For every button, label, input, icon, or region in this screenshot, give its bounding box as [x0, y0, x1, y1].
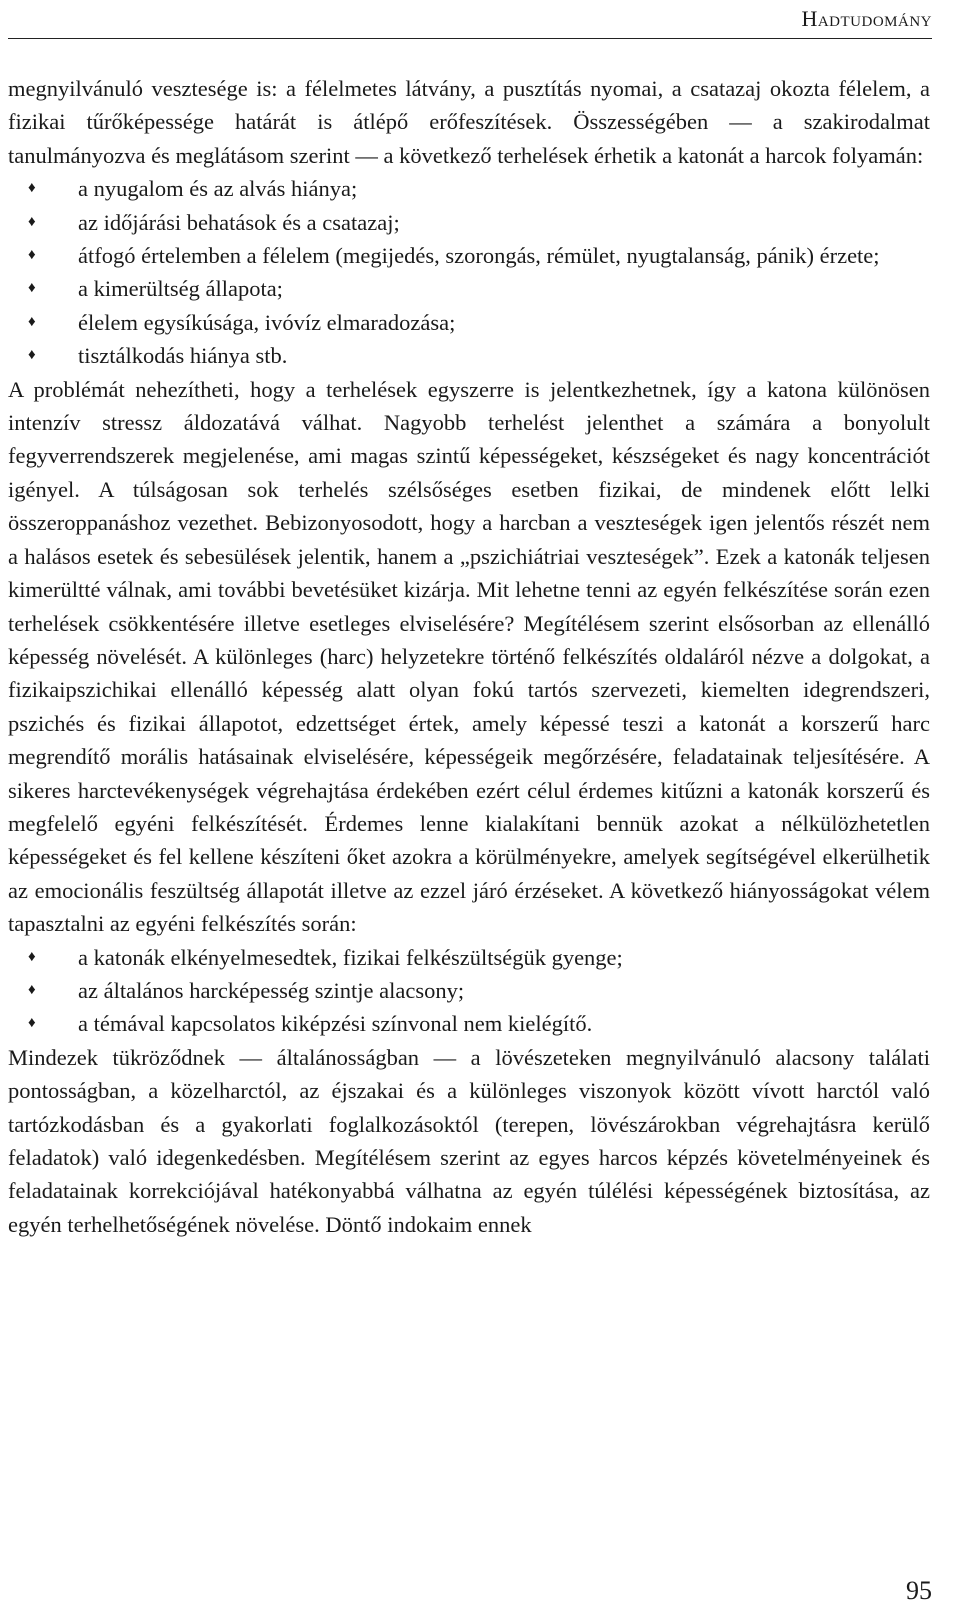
- list-item: [8, 974, 930, 1007]
- diamond-bullet-icon: ♦: [28, 180, 36, 197]
- diamond-bullet-icon: ♦: [28, 347, 36, 364]
- list-item: [8, 941, 930, 974]
- diamond-bullet-icon: ♦: [28, 280, 36, 297]
- list-item: [8, 172, 930, 205]
- list-item-text: a témával kapcsolatos kiképzési színvonal nem kielégítő.: [78, 1011, 593, 1037]
- running-header-title: Hadtudomány: [801, 6, 932, 31]
- diamond-bullet-icon: ♦: [28, 313, 36, 330]
- diamond-bullet-icon: ♦: [28, 948, 36, 965]
- page-number: 95: [906, 1576, 932, 1605]
- document-body: [8, 72, 930, 1241]
- intro-paragraph: megnyilvánuló vesztesége is: a félelmetes látvány, a pusztítás nyomai, a csatazaj okozta félelem, a fizikai tűrőképessége határát is átlépő erőfeszítések. Összességében — a szakirodalmat tanulmányozva és meglátásom szerint — a következő terhelések érhetik a katonát a harcok folyamán:: [8, 76, 930, 168]
- diamond-bullet-icon: ♦: [28, 213, 36, 230]
- diamond-bullet-icon: ♦: [28, 1015, 36, 1032]
- closing-paragraph: Mindezek tükröződnek — általánosságban — a lövészeteken megnyilvánuló alacsony találati pontosságban, a közelharctól, az éjszakai és a különleges viszonyok között vívott harctól való tartózkodásban és a gyakorlati foglalkozásoktól (terepen, lövészárokban végrehajtásra kerülő feladatok) való idegenkedésben. Megítélésem szerint az egyes harcos képzés követelményeinek és feladatainak korrekciójával hatékonyabbá válhatna az egyén túlélési képességének biztosítása, az egyén terhelhetőségének növelése. Döntő indokaim ennek: [8, 1044, 930, 1237]
- list-item: [8, 1007, 930, 1040]
- list-item: [8, 272, 930, 305]
- list-item: [8, 306, 930, 339]
- list-item: [8, 239, 930, 272]
- list-item: [8, 206, 930, 239]
- header-divider: [8, 38, 932, 39]
- diamond-bullet-icon: ♦: [28, 981, 36, 998]
- list-item-text: a nyugalom és az alvás hiánya;: [78, 176, 358, 202]
- list-item-text: a kimerültség állapota;: [78, 276, 283, 302]
- main-paragraph: A problémát nehezítheti, hogy a terhelések egyszerre is jelentkezhetnek, így a katona különösen intenzív stressz áldozatává válhat. Nagyobb terhelést jelenthet a számára a bonyolult fegyverrendszerek megjelenése, ami magas szintű képességeket, készségeket és nagy koncentrációt igényel. A túlságosan sok terhelés szélsőséges esetben fizikai, de mindenek előtt lelki összeroppanáshoz vezethet. Bebizonyosodott, hogy a harcban a veszteségek igen jelentős részét nem a halásos esetek és sebesülések jelentik, hanem a „pszichiátriai veszteségek”. Ezek a katonák teljesen kimerültté válnak, ami további bevetésüket kizárja. Mit lehetne tenni az egyén felkészítése során ezen terhelések csökkentésére illetve esetleges elviselésére? Megítélésem szerint elsősorban az ellenálló képesség növelését. A különleges (harc) helyzetekre történő felkészítés oldaláról nézve a dolgokat, a fizikaipszichikai ellenálló képesség alatt olyan fokú tartós szervezeti, kiemelten idegrendszeri, pszichés és fizikai állapotot, edzettséget értek, amely képessé teszi a katonát a korszerű harc megrendítő morális hatásainak elviselésére, képességeik megőrzésére, feladatainak teljesítésére. A sikeres harctevékenységek végrehajtása érdekében ezért célul érdemes kitűzni a katonák korszerű és megfelelő egyéni felkészítését. Érdemes lenne kialakítani bennük azokat a nélkülözhetetlen képességeket és fel kellene készíteni őket azokra a körülményekre, amelyek segítségével elkerülhetik az emocionális feszültség állapotát illetve az ezzel járó érzéseket. A következő hiányosságokat vélem tapasztalni az egyéni felkészítés során:: [8, 376, 930, 937]
- list-item-text: tisztálkodás hiánya stb.: [78, 343, 288, 369]
- diamond-bullet-icon: ♦: [28, 247, 36, 264]
- deficiencies-list: [8, 941, 930, 1041]
- list-item-text: átfogó értelemben a félelem (megijedés, szorongás, rémület, nyugtalanság, pánik) érzete;: [78, 243, 880, 269]
- list-item-text: az időjárási behatások és a csatazaj;: [78, 209, 400, 235]
- list-item-text: élelem egysíkúsága, ivóvíz elmaradozása;: [78, 309, 456, 335]
- list-item: [8, 339, 930, 372]
- list-item-text: az általános harcképesség szintje alacsony;: [78, 977, 465, 1003]
- list-item-text: a katonák elkényelmesedtek, fizikai felkészültségük gyenge;: [78, 944, 623, 970]
- stress-factors-list: [8, 172, 930, 372]
